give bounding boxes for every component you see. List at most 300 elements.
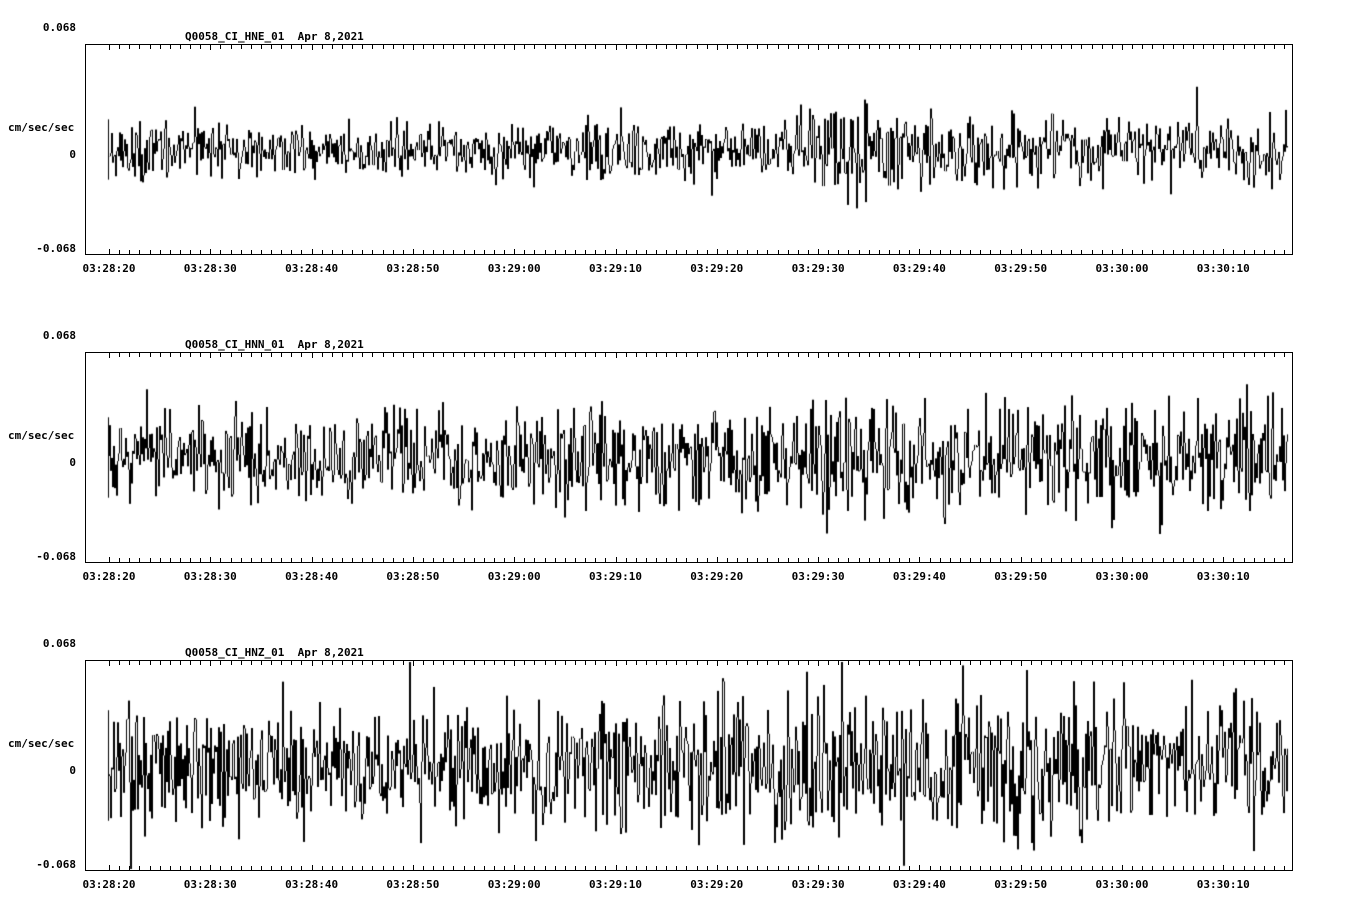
x-minor-tick <box>1142 353 1143 357</box>
x-minor-tick <box>919 353 920 357</box>
x-minor-tick <box>960 45 961 49</box>
x-minor-tick <box>605 250 606 254</box>
x-minor-tick <box>301 45 302 49</box>
x-minor-tick <box>312 45 313 49</box>
x-minor-tick <box>271 250 272 254</box>
x-minor-tick <box>616 661 617 665</box>
x-minor-tick <box>1000 661 1001 665</box>
x-minor-tick <box>930 45 931 49</box>
x-minor-tick <box>646 866 647 870</box>
x-minor-tick <box>555 45 556 49</box>
x-minor-tick <box>534 866 535 870</box>
x-minor-tick <box>150 866 151 870</box>
x-tick-label: 03:29:50 <box>994 570 1048 583</box>
x-minor-tick <box>453 353 454 357</box>
x-minor-tick <box>1274 353 1275 357</box>
x-minor-tick <box>362 353 363 357</box>
x-minor-tick <box>312 558 313 562</box>
y-tick-zero-hnz: 0 <box>69 764 76 777</box>
x-minor-tick <box>312 353 313 357</box>
x-minor-tick <box>1021 353 1022 357</box>
x-minor-tick <box>1173 866 1174 870</box>
x-minor-tick <box>1031 558 1032 562</box>
x-minor-tick <box>210 45 211 49</box>
x-minor-tick <box>788 353 789 357</box>
x-minor-tick <box>605 353 606 357</box>
x-minor-tick <box>453 558 454 562</box>
x-minor-tick <box>757 250 758 254</box>
x-minor-tick <box>1021 45 1022 49</box>
x-minor-tick <box>626 250 627 254</box>
x-minor-tick <box>879 661 880 665</box>
x-minor-tick <box>494 558 495 562</box>
x-minor-tick <box>514 45 515 49</box>
x-minor-tick <box>372 661 373 665</box>
x-tick-label: 03:29:00 <box>487 262 541 275</box>
x-minor-tick <box>1011 558 1012 562</box>
x-minor-tick <box>686 250 687 254</box>
x-minor-tick <box>616 558 617 562</box>
x-minor-tick <box>595 250 596 254</box>
x-minor-tick <box>1163 661 1164 665</box>
x-minor-tick <box>585 353 586 357</box>
x-minor-tick <box>1163 250 1164 254</box>
x-minor-tick <box>170 250 171 254</box>
x-minor-tick <box>697 250 698 254</box>
x-minor-tick <box>220 866 221 870</box>
seismogram-panel-hnn <box>0 308 1358 616</box>
x-minor-tick <box>899 866 900 870</box>
x-minor-tick <box>879 250 880 254</box>
x-tick-label: 03:28:30 <box>183 570 237 583</box>
x-minor-tick <box>767 558 768 562</box>
x-minor-tick <box>778 866 779 870</box>
x-minor-tick <box>180 45 181 49</box>
x-minor-tick <box>717 558 718 562</box>
x-minor-tick <box>889 558 890 562</box>
x-minor-tick <box>504 250 505 254</box>
x-minor-tick <box>210 250 211 254</box>
x-minor-tick <box>1112 866 1113 870</box>
x-minor-tick <box>980 250 981 254</box>
x-minor-tick <box>859 353 860 357</box>
x-minor-tick <box>1041 661 1042 665</box>
x-minor-tick <box>1203 45 1204 49</box>
x-minor-tick <box>616 866 617 870</box>
x-minor-tick <box>676 661 677 665</box>
y-axis-label-hne: cm/sec/sec <box>8 121 75 134</box>
x-minor-tick <box>1102 661 1103 665</box>
x-minor-tick <box>160 661 161 665</box>
x-minor-tick <box>1142 250 1143 254</box>
x-minor-tick <box>180 661 181 665</box>
x-minor-tick <box>940 45 941 49</box>
x-tick-label: 03:28:20 <box>82 262 136 275</box>
x-minor-tick <box>808 558 809 562</box>
x-minor-tick <box>1173 250 1174 254</box>
x-minor-tick <box>555 250 556 254</box>
x-minor-tick <box>1122 250 1123 254</box>
x-minor-tick <box>1284 866 1285 870</box>
x-minor-tick <box>1081 661 1082 665</box>
x-minor-tick <box>119 866 120 870</box>
plot-frame-hne[interactable] <box>85 44 1293 255</box>
x-minor-tick <box>352 661 353 665</box>
x-minor-tick <box>210 353 211 357</box>
x-minor-tick <box>251 45 252 49</box>
x-tick-label: 03:30:00 <box>1095 878 1149 891</box>
x-minor-tick <box>646 558 647 562</box>
x-minor-tick <box>1051 558 1052 562</box>
x-minor-tick <box>1163 866 1164 870</box>
x-minor-tick <box>1163 558 1164 562</box>
x-minor-tick <box>545 866 546 870</box>
x-minor-tick <box>1264 45 1265 49</box>
x-minor-tick <box>626 661 627 665</box>
x-minor-tick <box>180 353 181 357</box>
x-minor-tick <box>403 45 404 49</box>
x-minor-tick <box>565 353 566 357</box>
x-minor-tick <box>1051 45 1052 49</box>
x-minor-tick <box>960 250 961 254</box>
x-minor-tick <box>1244 661 1245 665</box>
x-minor-tick <box>656 45 657 49</box>
x-minor-tick <box>1254 661 1255 665</box>
x-minor-tick <box>332 353 333 357</box>
x-minor-tick <box>474 558 475 562</box>
x-minor-tick <box>585 661 586 665</box>
x-minor-tick <box>737 866 738 870</box>
x-minor-tick <box>1102 866 1103 870</box>
x-minor-tick <box>1183 661 1184 665</box>
x-minor-tick <box>545 661 546 665</box>
x-minor-tick <box>919 866 920 870</box>
x-minor-tick <box>1000 45 1001 49</box>
x-minor-tick <box>423 866 424 870</box>
x-minor-tick <box>656 866 657 870</box>
x-tick-label: 03:29:40 <box>892 570 946 583</box>
x-minor-tick <box>484 661 485 665</box>
x-minor-tick <box>1021 250 1022 254</box>
y-tick-zero-hne: 0 <box>69 148 76 161</box>
x-minor-tick <box>1203 866 1204 870</box>
x-minor-tick <box>514 661 515 665</box>
x-minor-tick <box>818 558 819 562</box>
x-minor-tick <box>443 353 444 357</box>
x-minor-tick <box>129 866 130 870</box>
x-minor-tick <box>1244 250 1245 254</box>
x-minor-tick <box>616 353 617 357</box>
x-minor-tick <box>970 661 971 665</box>
x-minor-tick <box>1183 866 1184 870</box>
x-minor-tick <box>342 558 343 562</box>
x-tick-label: 03:29:20 <box>690 570 744 583</box>
x-minor-tick <box>1122 353 1123 357</box>
x-minor-tick <box>1112 558 1113 562</box>
x-minor-tick <box>291 661 292 665</box>
x-minor-tick <box>1274 661 1275 665</box>
x-minor-tick <box>241 866 242 870</box>
x-minor-tick <box>605 558 606 562</box>
x-minor-tick <box>747 866 748 870</box>
x-minor-tick <box>464 661 465 665</box>
x-minor-tick <box>656 250 657 254</box>
x-minor-tick <box>261 45 262 49</box>
x-minor-tick <box>1061 45 1062 49</box>
x-minor-tick <box>312 250 313 254</box>
x-minor-tick <box>727 353 728 357</box>
x-minor-tick <box>555 353 556 357</box>
x-minor-tick <box>1193 45 1194 49</box>
x-minor-tick <box>180 250 181 254</box>
x-minor-tick <box>1284 353 1285 357</box>
x-minor-tick <box>930 661 931 665</box>
x-minor-tick <box>210 866 211 870</box>
x-minor-tick <box>352 250 353 254</box>
x-minor-tick <box>383 353 384 357</box>
x-minor-tick <box>1000 353 1001 357</box>
x-minor-tick <box>129 45 130 49</box>
x-tick-label: 03:28:40 <box>285 262 339 275</box>
x-minor-tick <box>190 558 191 562</box>
x-minor-tick <box>950 353 951 357</box>
x-minor-tick <box>170 661 171 665</box>
x-minor-tick <box>534 250 535 254</box>
x-minor-tick <box>1112 353 1113 357</box>
x-minor-tick <box>1203 353 1204 357</box>
x-minor-tick <box>686 45 687 49</box>
x-minor-tick <box>464 45 465 49</box>
x-minor-tick <box>1223 661 1224 665</box>
x-minor-tick <box>423 45 424 49</box>
x-minor-tick <box>808 45 809 49</box>
x-minor-tick <box>423 558 424 562</box>
x-minor-tick <box>220 558 221 562</box>
x-minor-tick <box>220 353 221 357</box>
x-minor-tick <box>342 353 343 357</box>
x-minor-tick <box>778 45 779 49</box>
x-tick-label: 03:29:00 <box>487 878 541 891</box>
x-minor-tick <box>1031 45 1032 49</box>
x-minor-tick <box>778 353 779 357</box>
x-minor-tick <box>1203 661 1204 665</box>
x-minor-tick <box>869 250 870 254</box>
x-minor-tick <box>1233 250 1234 254</box>
x-minor-tick <box>1223 353 1224 357</box>
x-minor-tick <box>676 558 677 562</box>
x-tick-label: 03:28:40 <box>285 570 339 583</box>
x-minor-tick <box>220 45 221 49</box>
x-minor-tick <box>818 250 819 254</box>
x-minor-tick <box>281 866 282 870</box>
x-minor-tick <box>383 250 384 254</box>
x-minor-tick <box>109 866 110 870</box>
x-minor-tick <box>1213 45 1214 49</box>
x-minor-tick <box>788 558 789 562</box>
x-minor-tick <box>241 661 242 665</box>
x-minor-tick <box>838 353 839 357</box>
x-tick-label: 03:28:50 <box>386 262 440 275</box>
x-minor-tick <box>818 661 819 665</box>
x-minor-tick <box>1071 866 1072 870</box>
x-minor-tick <box>1021 661 1022 665</box>
x-minor-tick <box>757 661 758 665</box>
x-minor-tick <box>1254 866 1255 870</box>
x-minor-tick <box>1213 250 1214 254</box>
x-minor-tick <box>1264 866 1265 870</box>
x-minor-tick <box>1152 45 1153 49</box>
x-minor-tick <box>1061 353 1062 357</box>
x-minor-tick <box>1152 250 1153 254</box>
x-minor-tick <box>788 45 789 49</box>
y-tick-min-hnn: -0.068 <box>36 550 76 563</box>
x-minor-tick <box>626 353 627 357</box>
x-minor-tick <box>403 250 404 254</box>
x-minor-tick <box>676 250 677 254</box>
x-minor-tick <box>717 250 718 254</box>
x-minor-tick <box>1081 353 1082 357</box>
x-minor-tick <box>575 250 576 254</box>
x-minor-tick <box>150 250 151 254</box>
panel-title-hne: Q0058_CI_HNE_01 Apr 8,2021 <box>185 30 364 43</box>
x-minor-tick <box>575 45 576 49</box>
x-minor-tick <box>119 661 120 665</box>
x-minor-tick <box>393 866 394 870</box>
x-minor-tick <box>474 866 475 870</box>
x-minor-tick <box>909 661 910 665</box>
x-minor-tick <box>443 250 444 254</box>
x-minor-tick <box>859 250 860 254</box>
x-tick-label: 03:29:20 <box>690 262 744 275</box>
x-minor-tick <box>301 250 302 254</box>
x-minor-tick <box>1011 866 1012 870</box>
x-minor-tick <box>1092 353 1093 357</box>
x-minor-tick <box>139 250 140 254</box>
x-minor-tick <box>869 353 870 357</box>
x-minor-tick <box>930 353 931 357</box>
x-minor-tick <box>585 866 586 870</box>
x-minor-tick <box>241 353 242 357</box>
x-minor-tick <box>1223 250 1224 254</box>
x-minor-tick <box>980 45 981 49</box>
x-minor-tick <box>474 250 475 254</box>
x-minor-tick <box>808 250 809 254</box>
x-minor-tick <box>443 45 444 49</box>
x-minor-tick <box>1254 353 1255 357</box>
x-minor-tick <box>1051 250 1052 254</box>
plot-frame-hnn[interactable] <box>85 352 1293 563</box>
x-minor-tick <box>1152 866 1153 870</box>
x-minor-tick <box>1213 558 1214 562</box>
x-minor-tick <box>919 45 920 49</box>
x-minor-tick <box>940 250 941 254</box>
x-minor-tick <box>717 661 718 665</box>
plot-frame-hnz[interactable] <box>85 660 1293 871</box>
x-minor-tick <box>413 45 414 49</box>
x-minor-tick <box>899 353 900 357</box>
x-minor-tick <box>220 661 221 665</box>
x-minor-tick <box>139 866 140 870</box>
x-minor-tick <box>271 661 272 665</box>
x-minor-tick <box>332 866 333 870</box>
x-minor-tick <box>970 45 971 49</box>
x-tick-label: 03:29:50 <box>994 878 1048 891</box>
x-minor-tick <box>798 866 799 870</box>
x-minor-tick <box>838 45 839 49</box>
x-minor-tick <box>646 250 647 254</box>
x-minor-tick <box>1213 661 1214 665</box>
x-tick-label: 03:29:40 <box>892 262 946 275</box>
x-minor-tick <box>190 866 191 870</box>
x-minor-tick <box>747 45 748 49</box>
x-minor-tick <box>210 558 211 562</box>
x-minor-tick <box>301 661 302 665</box>
x-minor-tick <box>190 661 191 665</box>
x-tick-label: 03:30:10 <box>1196 878 1250 891</box>
x-minor-tick <box>1244 45 1245 49</box>
x-minor-tick <box>504 45 505 49</box>
x-minor-tick <box>757 866 758 870</box>
x-minor-tick <box>1071 45 1072 49</box>
x-tick-label: 03:30:00 <box>1095 570 1149 583</box>
x-minor-tick <box>1163 45 1164 49</box>
x-minor-tick <box>514 558 515 562</box>
x-minor-tick <box>1233 866 1234 870</box>
x-minor-tick <box>352 866 353 870</box>
x-minor-tick <box>970 558 971 562</box>
x-tick-label: 03:28:20 <box>82 570 136 583</box>
x-minor-tick <box>1223 558 1224 562</box>
x-minor-tick <box>301 353 302 357</box>
x-minor-tick <box>909 45 910 49</box>
x-minor-tick <box>1142 661 1143 665</box>
x-minor-tick <box>1031 661 1032 665</box>
x-minor-tick <box>1254 45 1255 49</box>
x-minor-tick <box>575 661 576 665</box>
x-minor-tick <box>1081 250 1082 254</box>
x-minor-tick <box>950 866 951 870</box>
x-minor-tick <box>423 661 424 665</box>
x-minor-tick <box>899 558 900 562</box>
x-minor-tick <box>737 45 738 49</box>
x-minor-tick <box>281 250 282 254</box>
x-minor-tick <box>828 45 829 49</box>
x-minor-tick <box>1000 250 1001 254</box>
x-minor-tick <box>322 661 323 665</box>
x-minor-tick <box>869 45 870 49</box>
x-minor-tick <box>271 353 272 357</box>
x-minor-tick <box>889 250 890 254</box>
x-minor-tick <box>109 45 110 49</box>
x-minor-tick <box>676 353 677 357</box>
x-minor-tick <box>231 866 232 870</box>
x-minor-tick <box>990 250 991 254</box>
x-minor-tick <box>170 866 171 870</box>
x-minor-tick <box>200 661 201 665</box>
x-minor-tick <box>139 558 140 562</box>
x-minor-tick <box>930 558 931 562</box>
x-minor-tick <box>119 250 120 254</box>
x-minor-tick <box>1061 661 1062 665</box>
x-minor-tick <box>514 250 515 254</box>
x-minor-tick <box>767 250 768 254</box>
x-minor-tick <box>251 661 252 665</box>
x-minor-tick <box>332 45 333 49</box>
x-minor-tick <box>747 661 748 665</box>
x-minor-tick <box>160 353 161 357</box>
x-minor-tick <box>393 353 394 357</box>
x-tick-label: 03:28:30 <box>183 262 237 275</box>
